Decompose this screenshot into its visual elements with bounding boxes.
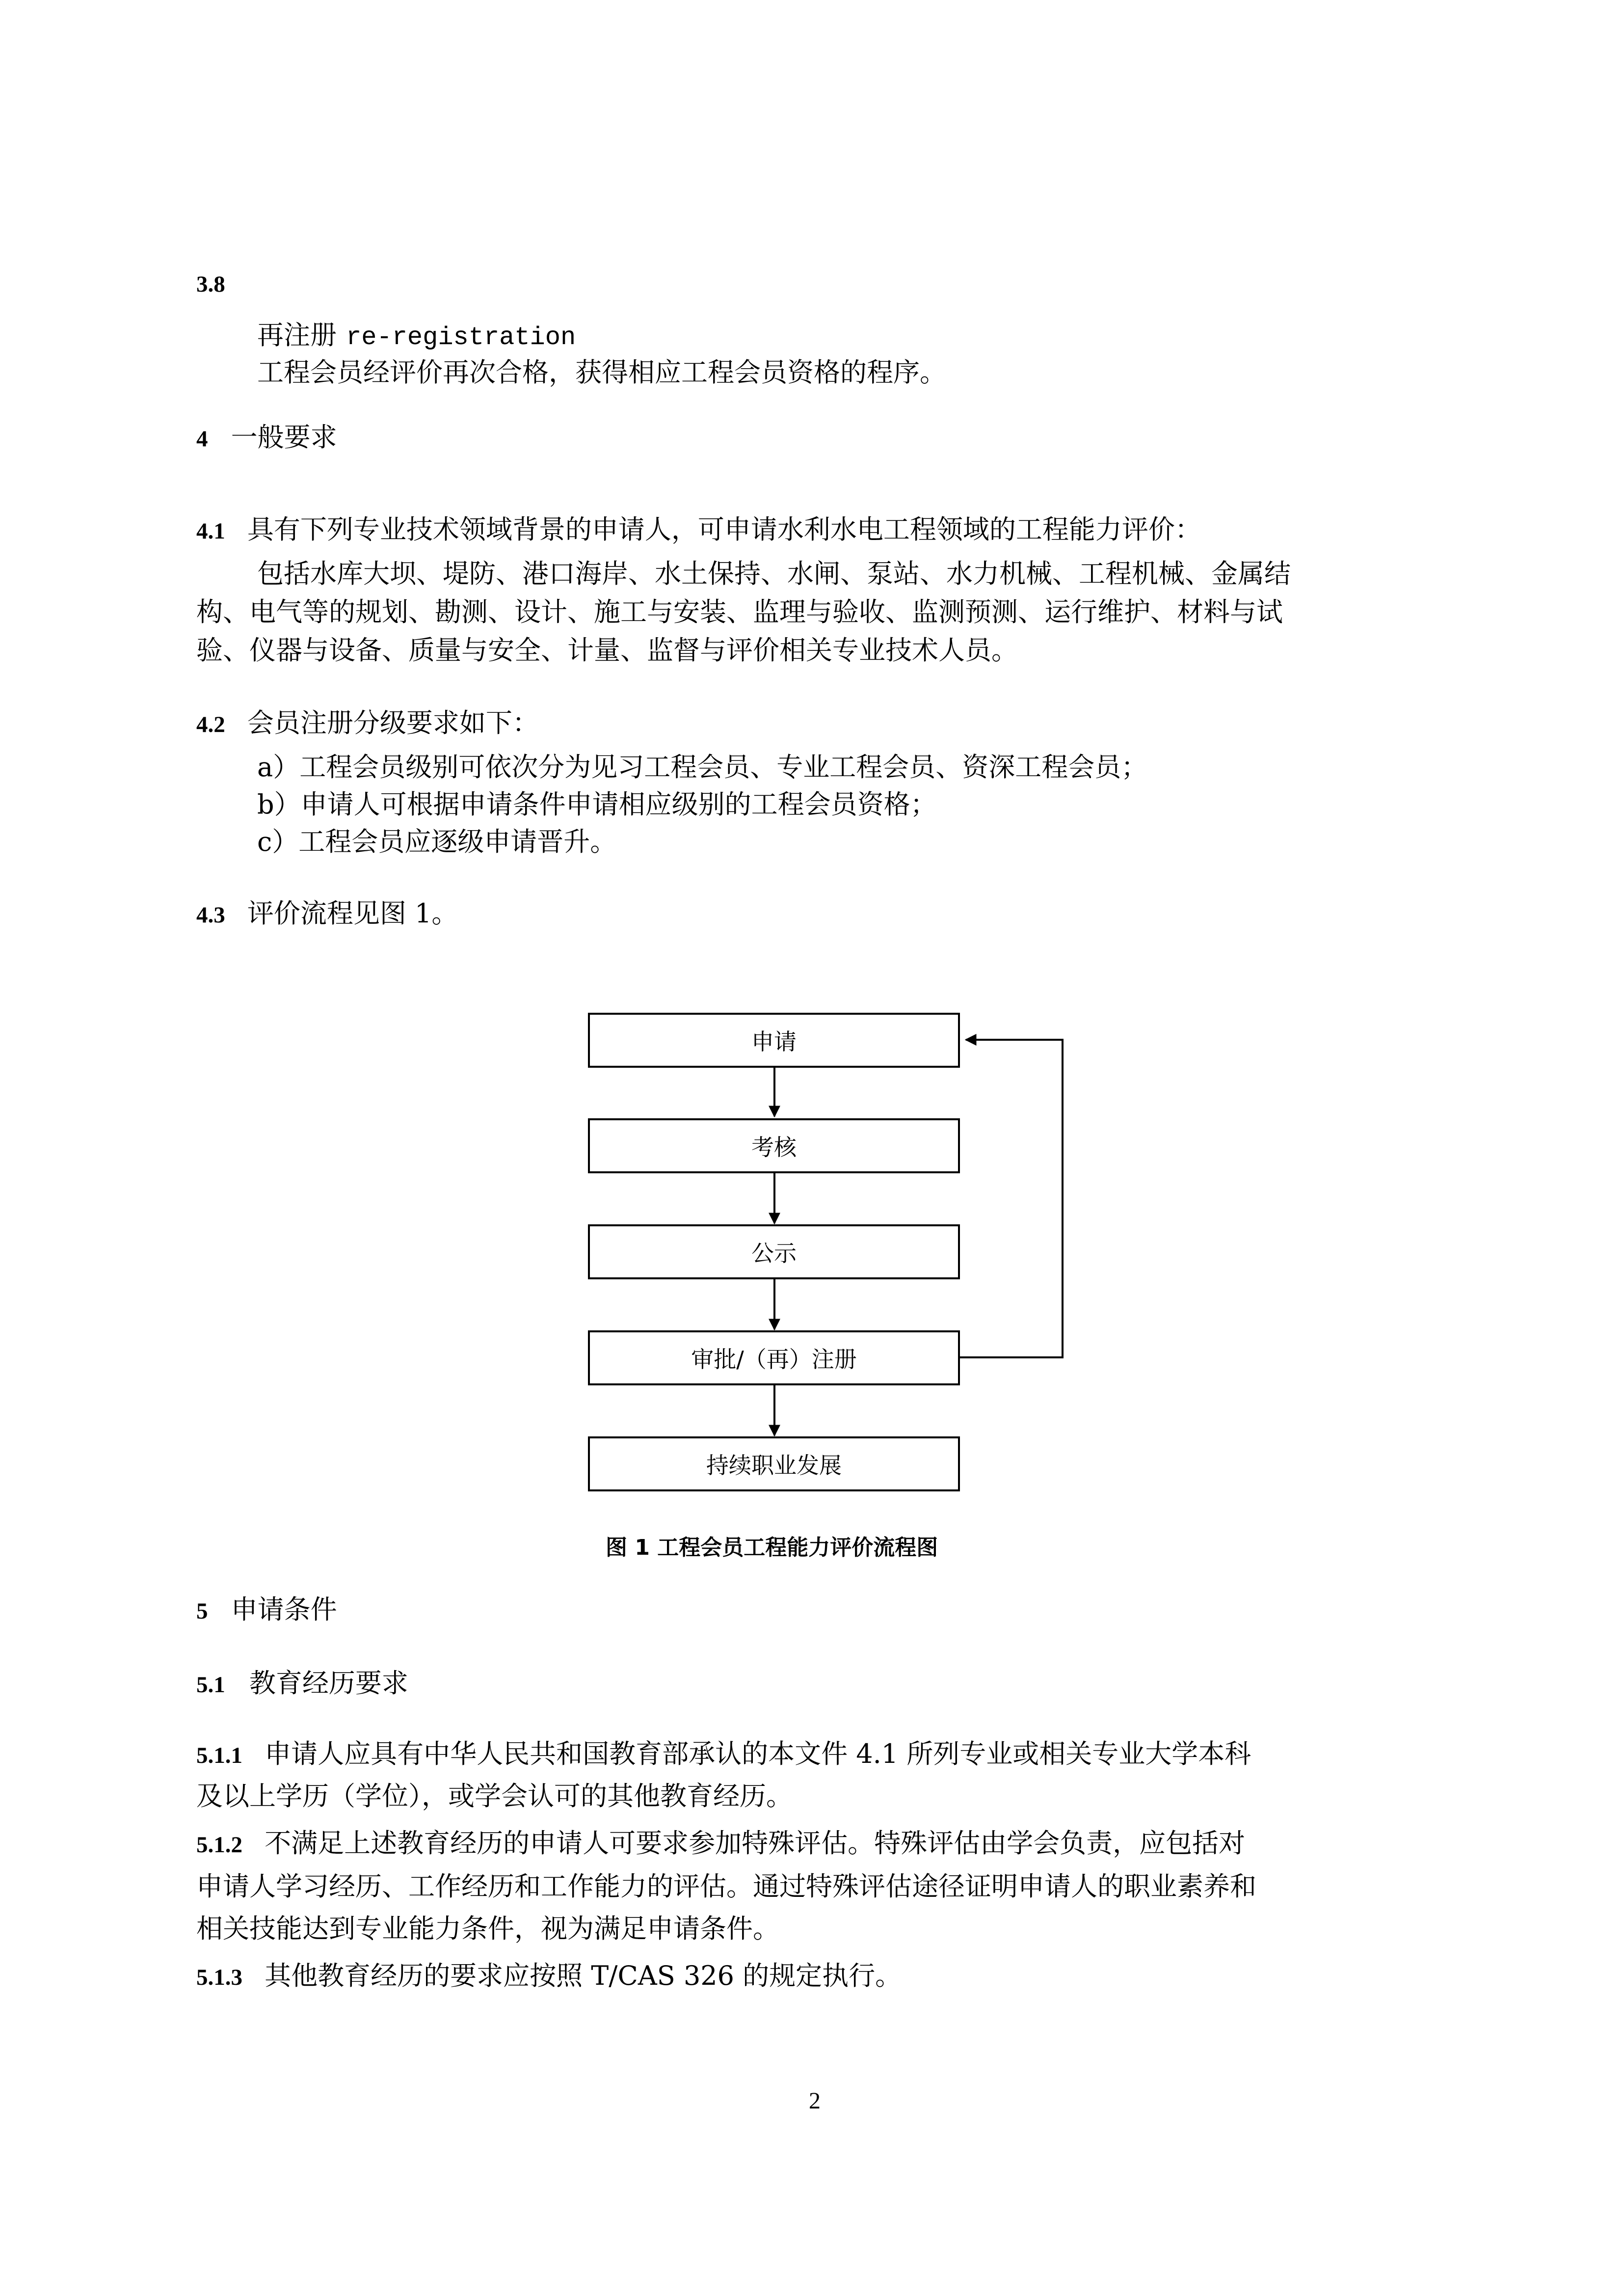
clause-5-1-title: 教育经历要求 — [249, 1668, 408, 1699]
list-item: b）申请人可根据申请条件申请相应级别的工程会员资格； — [257, 789, 937, 820]
clause-5-1-1: 5.1.1 申请人应具有中华人民共和国教育部承认的本文件 4.1 所列专业或相关专业大学本科 — [196, 1738, 1251, 1769]
feedback-arrow — [959, 1040, 1063, 1357]
clause-number-3-8: 3.8 — [196, 271, 225, 297]
section-title-4: 一般要求 — [231, 422, 337, 453]
flowchart-step-cpd: 持续职业发展 — [588, 1436, 960, 1491]
clause-4-1-line: 构、电气等的规划、勘测、设计、施工与安装、监理与验收、监测预测、运行维护、材料与试 — [196, 596, 1283, 627]
clause-5-1-3: 5.1.3 其他教育经历的要求应按照 T/CAS 326 的规定执行。 — [196, 1960, 902, 1991]
clause-4-1-line: 验、仪器与设备、质量与安全、计量、监督与评价相关专业技术人员。 — [196, 635, 1018, 666]
clause-4-1: 4.1 具有下列专业技术领域背景的申请人，可申请水利水电工程领域的工程能力评价： — [196, 514, 1201, 545]
clause-4-1-lead: 具有下列专业技术领域背景的申请人，可申请水利水电工程领域的工程能力评价： — [247, 514, 1201, 545]
section-title-5: 申请条件 — [231, 1594, 337, 1625]
figure-caption: 图 1 工程会员工程能力评价流程图 — [606, 1535, 938, 1560]
flowchart-step-apply: 申请 — [588, 1013, 960, 1068]
clause-4-1-line: 包括水库大坝、堤防、港口海岸、水土保持、水闸、泵站、水力机械、工程机械、金属结 — [257, 558, 1291, 589]
clause-5-1: 5.1 教育经历要求 — [196, 1668, 408, 1699]
section-heading-5: 5 申请条件 — [196, 1594, 337, 1625]
clause-4-2-lead: 会员注册分级要求如下： — [247, 707, 539, 738]
list-item: c）工程会员应逐级申请晋升。 — [257, 826, 617, 857]
clause-5-1-2-line: 相关技能达到专业能力条件，视为满足申请条件。 — [196, 1913, 779, 1944]
clause-5-1-2: 5.1.2 不满足上述教育经历的申请人可要求参加特殊评估。特殊评估由学会负责，应包括对 — [196, 1828, 1246, 1859]
term-definition: 工程会员经评价再次合格，获得相应工程会员资格的程序。 — [257, 357, 946, 388]
page-number: 2 — [809, 2088, 821, 2114]
clause-4-2: 4.2 会员注册分级要求如下： — [196, 707, 539, 738]
term-chinese: 再注册 — [257, 320, 337, 351]
clause-5-1-1-line: 及以上学历（学位），或学会认可的其他教育经历。 — [196, 1781, 793, 1811]
flowchart-step-publicize: 公示 — [588, 1224, 960, 1279]
clause-4-3: 4.3 评价流程见图 1。 — [196, 898, 458, 929]
section-heading-4: 4 一般要求 — [196, 422, 337, 453]
clause-4-3-text: 评价流程见图 1。 — [247, 898, 458, 929]
term-english: re-registration — [346, 323, 576, 352]
flowchart-step-assess: 考核 — [588, 1118, 960, 1173]
flowchart-step-approve-register: 审批/（再）注册 — [588, 1330, 960, 1385]
list-item: a）工程会员级别可依次分为见习工程会员、专业工程会员、资深工程会员； — [257, 752, 1148, 783]
clause-5-1-2-line: 申请人学习经历、工作经历和工作能力的评估。通过特殊评估途径证明申请人的职业素养和 — [196, 1871, 1256, 1902]
